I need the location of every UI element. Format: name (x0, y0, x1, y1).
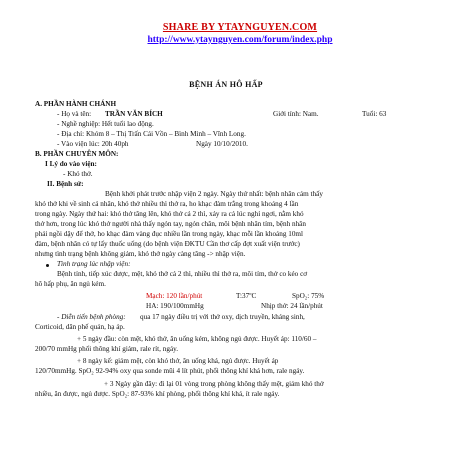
document-title: BỆNH ÁN HÔ HẤP (189, 80, 263, 89)
section-a-heading: A. PHẦN HÀNH CHÁNH (35, 100, 117, 108)
course-last-3-days: nhiều, ăn được, ngủ được. SpO₂: 87-93% khí phòng, phổi thông khí khá, ít rale ngáy. (35, 390, 280, 398)
course-last-3-days: + 3 Ngày gần đây: đi lại 01 vòng trong phòng không thấy mệt, giảm khó thở (104, 380, 324, 388)
banner-site-name: SHARE BY YTAYNGUYEN.COM (162, 22, 318, 33)
section-b-heading: B. PHẦN CHUYÊN MÔN: (35, 150, 119, 158)
reason-heading: I Lý do vào viện: (45, 160, 97, 168)
share-banner (120, 22, 360, 50)
banner-forum-link[interactable]: http://www.ytaynguyen.com/forum/index.php (147, 35, 333, 45)
history-line: đàm, bệnh nhân có tự lấy thuốc uống (do bệnh viện ĐKTU Cần thơ cấp đợt xuất viện trước) (35, 240, 300, 248)
history-line: nhưng tình trạng bệnh không giảm, khó thở ngày càng tăng -> nhập viện. (35, 250, 246, 258)
admission-status-heading: Tình trạng lúc nhập viện: (57, 260, 131, 268)
history-line: trong ngày. Ngày thứ hai: khó thở tăng lên, khó thở cả 2 thì, xảy ra cả lúc nghỉ ngơi, nằm khó (35, 210, 304, 218)
history-heading: II. Bệnh sử: (47, 180, 84, 188)
patient-job: - Nghề nghiệp: Hết tuổi lao động. (57, 120, 154, 128)
vital-temperature: T:37ºC (236, 292, 257, 300)
patient-name-label: - Họ và tên: (57, 110, 92, 118)
admission-status-line: hô hấp phụ, ăn ngủ kém. (35, 280, 106, 288)
course-next-8-days: 120/70mmHg. SpO₂ 92-94% oxy qua sonde mũi 4 lít phút, phổi thông khí khá hơn, rale ngáy. (35, 367, 305, 375)
patient-gender: Giới tính: Nam. (273, 110, 319, 118)
admission-status-line: Bệnh tỉnh, tiếp xúc được, mệt, khó thở cả 2 thì, nhiều thì thở ra, môi tím, thở co kéo cơ (57, 270, 308, 278)
vital-pulse: Mạch: 120 lần/phút (146, 292, 203, 300)
hospital-course-line: qua 17 ngày điều trị với thở oxy, dịch truyền, kháng sinh, (140, 313, 305, 321)
vital-blood-pressure: HA: 190/100mmHg (146, 302, 204, 310)
history-line: phải ngồi dậy để thở, ho khạc đàm vàng đục nhiều lần trong ngày, khạc mỗi lần khoảng 10ml (35, 230, 304, 238)
hospital-course-label: - Diễn tiến bệnh phòng: (57, 313, 126, 321)
bullet-icon (46, 264, 49, 267)
vital-respiratory-rate: Nhịp thở: 24 lần/phút (261, 302, 323, 310)
reason-text: - Khó thở. (63, 170, 93, 178)
admission-time: - Vào viện lúc: 20h 40ph (57, 140, 129, 148)
patient-address: - Địa chỉ: Khóm 8 – Thị Trấn Cái Vồn – Bình Minh – Vĩnh Long. (57, 130, 246, 138)
hospital-course-line: Corticoid, dãn phế quản, hạ áp. (35, 323, 125, 331)
vital-spo2: SpO₂: 75% (292, 292, 325, 300)
patient-age: Tuổi: 63 (362, 110, 387, 118)
patient-name-value: TRẦN VĂN BÍCH (105, 110, 163, 118)
admission-date: Ngày 10/10/2010. (196, 140, 248, 148)
course-next-8-days: + 8 ngày kế: giảm mệt, còn khó thở, ăn uống khá, ngủ được. Huyết áp (77, 357, 279, 365)
course-first-5-days: 200/70 mmHg phối thông khí giảm, rale rít, ngáy. (35, 345, 179, 353)
history-line: Bệnh khởi phát trước nhập viện 2 ngày. Ngày thứ nhất: bệnh nhân cảm thấy (105, 190, 323, 198)
course-first-5-days: + 5 ngày đầu: còn mệt, khó thở, ăn uống kém, không ngủ được. Huyết áp: 110/60 – (77, 335, 317, 343)
history-line: thở hơn, trong lúc khó thở người nhà thấy ngón tay, ngón chân, môi bệnh nhân tím, bệnh nhân (35, 220, 306, 228)
history-line: khó thở khi về sinh cá nhân, khó thở nhiều thì thở ra, ho khạc đàm trắng trong khoảng 4 lần (35, 200, 299, 208)
